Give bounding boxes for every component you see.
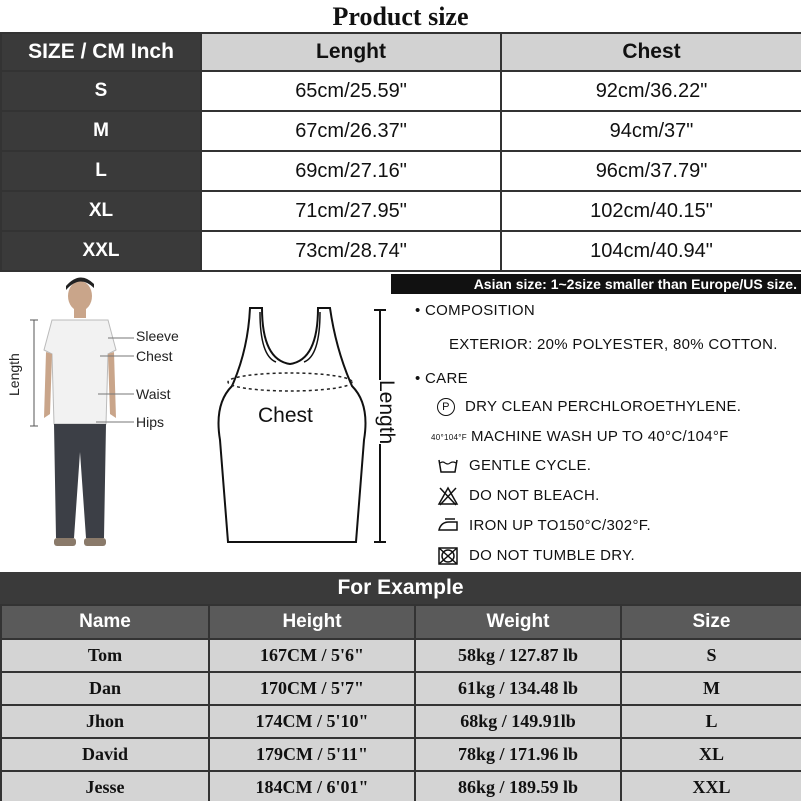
- no-bleach-text: DO NOT BLEACH.: [469, 486, 600, 504]
- size-cell: L: [1, 151, 201, 191]
- length-cell: 65cm/25.59": [201, 71, 501, 111]
- model-illustration: [0, 276, 200, 572]
- height-cell: 167CM / 5'6": [209, 639, 415, 672]
- chest-cell: 96cm/37.79": [501, 151, 801, 191]
- name-cell: Tom: [1, 639, 209, 672]
- size-cell: M: [621, 672, 801, 705]
- table-row: [1, 771, 801, 801]
- length-cell: 69cm/27.16": [201, 151, 501, 191]
- height-cell: 170CM / 5'7": [209, 672, 415, 705]
- name-cell: Dan: [1, 672, 209, 705]
- weight-cell: 58kg / 127.87 lb: [415, 639, 621, 672]
- weight-cell: 61kg / 134.48 lb: [415, 672, 621, 705]
- size-cell: M: [1, 111, 201, 151]
- machine-wash-row: [431, 428, 729, 445]
- figure-sleeve-label: Sleeve: [136, 328, 179, 344]
- length-cell: 71cm/27.95": [201, 191, 501, 231]
- asian-size-note: Asian size: 1~2size smaller than Europe/US size.: [391, 274, 801, 294]
- table-row: [1, 191, 801, 231]
- tank-chest-label: Chest: [258, 404, 313, 427]
- size-cell: XL: [621, 738, 801, 771]
- model-figure: [0, 276, 200, 572]
- header-size: SIZE / CM Inch: [1, 33, 201, 71]
- chest-cell: 104cm/40.94": [501, 231, 801, 271]
- table-row: [1, 672, 801, 705]
- dry-clean-icon: P: [437, 398, 455, 416]
- example-table-header: [1, 605, 801, 639]
- header-height: Height: [209, 605, 415, 639]
- table-row: [1, 151, 801, 191]
- wash-tub-icon: [437, 456, 459, 476]
- iron-row: [437, 516, 651, 536]
- name-cell: Jesse: [1, 771, 209, 801]
- wash-temp-label: 40°104°F: [431, 432, 467, 442]
- length-cell: 73cm/28.74": [201, 231, 501, 271]
- header-size: Size: [621, 605, 801, 639]
- size-cell: XL: [1, 191, 201, 231]
- chest-cell: 94cm/37": [501, 111, 801, 151]
- table-row: [1, 231, 801, 271]
- table-row: [1, 738, 801, 771]
- iron-text: IRON UP TO150°C/302°F.: [469, 516, 652, 534]
- table-row: [1, 71, 801, 111]
- example-table: [0, 604, 801, 801]
- chest-cell: 102cm/40.15": [501, 191, 801, 231]
- no-bleach-icon: [437, 486, 459, 506]
- composition-heading: • COMPOSITION: [415, 302, 536, 319]
- gentle-cycle-text: GENTLE CYCLE.: [469, 456, 592, 474]
- length-cell: 67cm/26.37": [201, 111, 501, 151]
- page-title: Product size: [332, 2, 469, 31]
- dry-clean-text: DRY CLEAN PERCHLOROETHYLENE.: [465, 398, 742, 415]
- no-tumble-text: DO NOT TUMBLE DRY.: [469, 546, 635, 564]
- figure-waist-label: Waist: [136, 386, 171, 402]
- weight-cell: 68kg / 149.91lb: [415, 705, 621, 738]
- size-cell: XXL: [621, 771, 801, 801]
- height-cell: 184CM / 6'01": [209, 771, 415, 801]
- no-bleach-row: [437, 486, 600, 506]
- tank-length-label: Length: [375, 380, 398, 445]
- size-cell: XXL: [1, 231, 201, 271]
- size-table: [0, 32, 801, 272]
- height-cell: 174CM / 5'10": [209, 705, 415, 738]
- header-weight: Weight: [415, 605, 621, 639]
- table-row: [1, 111, 801, 151]
- figure-chest-label: Chest: [136, 348, 173, 364]
- composition-title: COMPOSITION: [425, 302, 536, 319]
- size-table-header: [1, 33, 801, 71]
- header-length: Lenght: [201, 33, 501, 71]
- dry-clean-row: [437, 398, 741, 416]
- tank-top-diagram: [200, 300, 410, 550]
- name-cell: Jhon: [1, 705, 209, 738]
- no-tumble-dry-icon: [437, 546, 459, 566]
- no-tumble-row: [437, 546, 635, 566]
- figure-length-label: Length: [6, 353, 22, 396]
- height-cell: 179CM / 5'11": [209, 738, 415, 771]
- figure-hips-label: Hips: [136, 414, 165, 430]
- gentle-cycle-row: [437, 456, 591, 476]
- care-title: CARE: [425, 370, 468, 387]
- table-row: [1, 639, 801, 672]
- size-cell: L: [621, 705, 801, 738]
- size-cell: S: [1, 71, 201, 111]
- size-cell: S: [621, 639, 801, 672]
- name-cell: David: [1, 738, 209, 771]
- weight-cell: 86kg / 189.59 lb: [415, 771, 621, 801]
- weight-cell: 78kg / 171.96 lb: [415, 738, 621, 771]
- table-row: [1, 705, 801, 738]
- header-chest: Chest: [501, 33, 801, 71]
- composition-text: EXTERIOR: 20% POLYESTER, 80% COTTON.: [449, 336, 778, 353]
- iron-icon: [437, 516, 459, 536]
- chest-cell: 92cm/36.22": [501, 71, 801, 111]
- care-section: [415, 298, 801, 570]
- header-name: Name: [1, 605, 209, 639]
- machine-wash-text: MACHINE WASH UP TO 40°C/104°F: [470, 428, 729, 445]
- example-title: For Example: [0, 572, 801, 604]
- care-heading: • CARE: [415, 370, 468, 387]
